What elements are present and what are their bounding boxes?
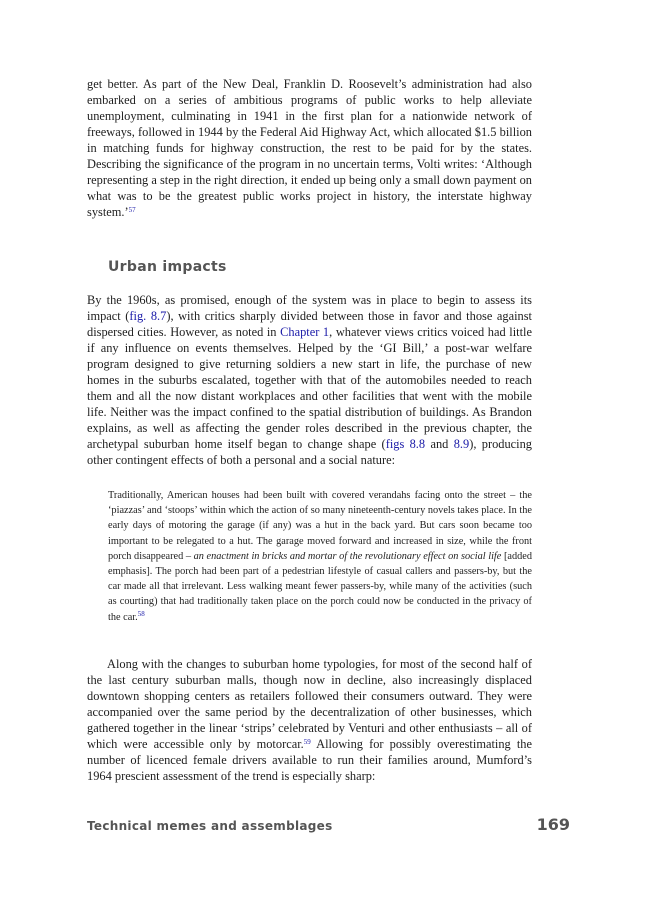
paragraph-new-deal <box>87 76 532 220</box>
endnote-58[interactable]: 58 <box>137 609 145 618</box>
quote-emphasis: an enactment in bricks and mortar of the revolutionary effect on social life <box>193 550 502 562</box>
paragraph-urban-impacts <box>87 292 532 468</box>
paragraph-text: , whatever views critics voiced had little if any influence on events themselves. Helped by the ‘GI Bill,’ a post-war welfare program designed to give returning soldiers a new start in life, the purchase of new homes in the suburbs escalated, together with that of the automobiles needed to reach them and all the now distant workplaces and other facilities that went with the mobile life. Neither was the impact confined to the spatial distribution of buildings. As Brandon explains, as well as affecting the gender roles described in the previous chapter, the archetypal suburban home itself began to change shape ( <box>87 325 532 451</box>
block-quote <box>108 488 532 625</box>
paragraph-text: and <box>425 437 454 451</box>
chapter-1-link[interactable]: Chapter 1 <box>280 325 330 339</box>
figs-8-8-link[interactable]: figs 8.8 <box>385 437 426 451</box>
paragraph-text: ), producing other contingent effects of both a personal and a social nature: <box>87 437 532 467</box>
endnote-57[interactable]: 57 <box>128 206 136 214</box>
endnote-59[interactable]: 59 <box>303 738 311 746</box>
paragraph-text: Allowing for possibly overestimating the number of licenced female drivers available to run their families around, Mumford’s 1964 prescient assessment of the trend is especially sharp: <box>87 737 532 783</box>
fig-8-9-link[interactable]: 8.9 <box>453 437 470 451</box>
fig-8-7-link[interactable]: fig. 8.7 <box>129 309 167 323</box>
paragraph-suburban-malls <box>87 656 532 784</box>
paragraph-text: get better. As part of the New Deal, Franklin D. Roosevelt’s administration had also embarked on a series of ambitious programs of public works to help alleviate unemployment, culminating in 1941 in the first plan for a nationwide network of freeways, followed in 1944 by the Federal Aid Highway Act, which allocated $1.5 billion in matching funds for highway construction, the rest to be paid for by the states. Describing the significance of the program in no uncertain terms, Volti writes: ‘Although representing a step in the right direction, it ended up being only a small down payment on what was to be the greatest public works project in history, the interstate highway system.’ <box>87 77 532 219</box>
paragraph-text: ), with critics sharply divided between those in favor and those against dispersed cities. However, as noted in <box>87 309 532 339</box>
running-footer-title: Technical memes and assemblages <box>87 819 333 833</box>
page-number: 169 <box>536 815 570 834</box>
quote-text: [added emphasis]. The porch had been part of a pedestrian lifestyle of casual callers and passers-by, but the car made all that irrelevant. Less walking meant fewer passers-by, while many of the activities (such as courting) that had traditionally taken place on the porch could now be conducted in the privacy of the car. <box>108 550 533 623</box>
paragraph-text: By the 1960s, as promised, enough of the system was in place to begin to assess its impact ( <box>87 293 532 323</box>
paragraph-text: Along with the changes to suburban home typologies, for most of the second half of the last century suburban malls, though now in decline, also increasingly displaced downtown shopping centers as retailers followed their consumers outward. They were accompanied over the same period by the decentralization of other businesses, which gathered together in the linear ‘strips’ celebrated by Venturi and other enthusiasts – all of which were accessible only by motorcar. <box>87 657 532 751</box>
quote-text: Traditionally, American houses had been built with covered verandahs facing onto the street – the ‘piazzas’ and ‘stoops’ within which the action of so many nineteenth-century novels takes place. In the early days of motoring the garage (if any) was a hut in the back yard. But cars soon became too important to be relegated to a hut. The garage moved forward and increased in size, while the front porch disappeared – <box>108 490 532 562</box>
section-heading: Urban impacts <box>108 259 227 275</box>
